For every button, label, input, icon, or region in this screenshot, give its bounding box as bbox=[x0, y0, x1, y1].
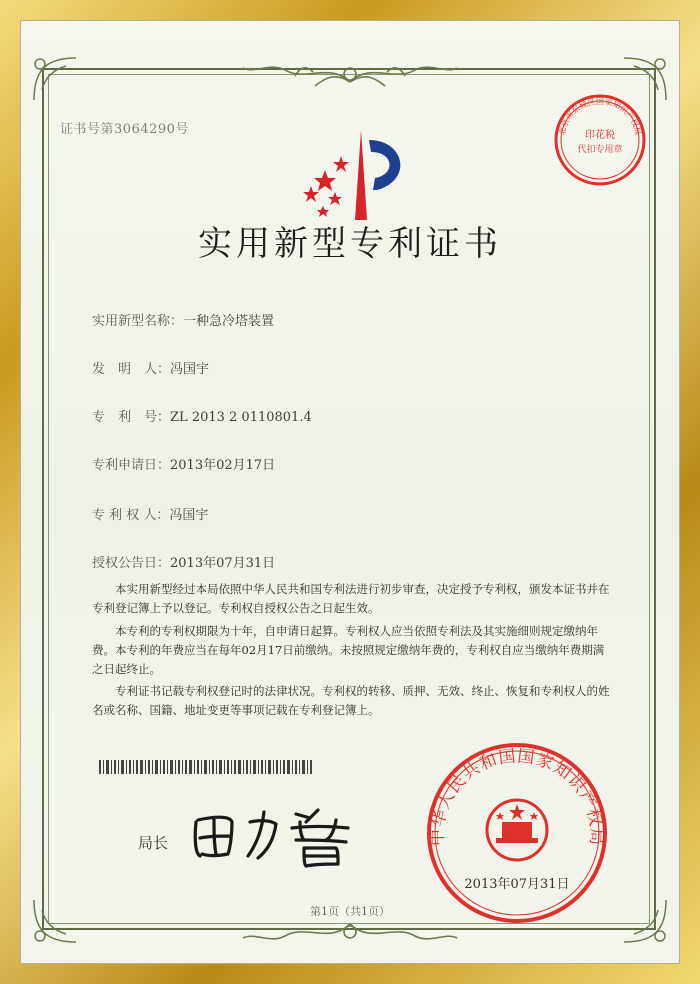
director-signature-icon bbox=[188, 792, 363, 872]
certificate-paper bbox=[20, 20, 680, 964]
field-label: 专 利 权 人： bbox=[92, 508, 170, 523]
field-value: 冯国宇 bbox=[169, 508, 209, 523]
field-value: ZL 2013 2 0110801.4 bbox=[170, 410, 312, 425]
seal-date: 2013年07月31日 bbox=[464, 877, 570, 892]
patent-office-emblem-icon bbox=[295, 120, 425, 230]
field-application-date bbox=[92, 454, 275, 473]
national-ip-office-seal-icon bbox=[422, 738, 612, 928]
body-paragraph-2: 本专利的专利权期限为十年，自申请日起算。专利权人应当依照专利法及其实施细则规定缴纳年费。本专利的年费应当在每年02月17日前缴纳。未按照规定缴纳年费的，专利权自应当缴纳年费期满之日起终止。 bbox=[92, 624, 605, 676]
field-label: 专 利 号： bbox=[92, 410, 171, 425]
field-grant-date bbox=[92, 552, 275, 571]
tax-seal-line-1: 印花税 bbox=[585, 130, 615, 141]
field-label: 授权公告日： bbox=[92, 556, 171, 571]
tax-seal-line-2: 代扣专用章 bbox=[577, 145, 623, 155]
tax-seal-arc-text: 北京市东城区国家知识产权局 bbox=[557, 97, 643, 136]
field-inventor bbox=[92, 358, 209, 377]
field-value: 冯国宇 bbox=[170, 362, 210, 377]
field-label: 专利申请日： bbox=[92, 458, 171, 473]
field-value: 一种急冷塔装置 bbox=[183, 314, 275, 329]
field-value: 2013年02月17日 bbox=[170, 458, 276, 473]
tax-seal-icon bbox=[550, 90, 650, 190]
field-value: 2013年07月31日 bbox=[170, 556, 276, 571]
corner-ornament-icon bbox=[26, 890, 86, 950]
page-number: 第1页（共1页） bbox=[310, 905, 390, 918]
corner-ornament-icon bbox=[26, 50, 86, 110]
field-utility-model-name bbox=[92, 310, 274, 329]
director-label: 局长 bbox=[138, 834, 169, 852]
certificate-title: 实用新型专利证书 bbox=[198, 224, 502, 264]
field-patent-number bbox=[92, 406, 312, 425]
seal-arc-text: 中华人民共和国国家知识产权局 bbox=[427, 746, 607, 847]
body-paragraph-1: 本实用新型经过本局依照中华人民共和国专利法进行初步审查，决定授予专利权，颁发本证书并在专利登记簿上予以登记。专利权自授权公告之日起生效。 bbox=[92, 582, 610, 615]
field-label: 实用新型名称： bbox=[92, 314, 184, 329]
certificate-number: 证书号第3064290号 bbox=[60, 122, 189, 137]
field-label: 发 明 人： bbox=[92, 362, 171, 377]
corner-ornament-icon bbox=[614, 890, 674, 950]
top-ornament-icon bbox=[235, 52, 465, 92]
barcode-icon bbox=[99, 760, 314, 774]
body-paragraph-3: 专利证书记载专利权登记时的法律状况。专利权的转移、质押、无效、终止、恢复和专利权人的姓名或名称、国籍、地址变更等事项记载在专利登记簿上。 bbox=[92, 684, 610, 717]
field-patentee bbox=[92, 504, 208, 523]
